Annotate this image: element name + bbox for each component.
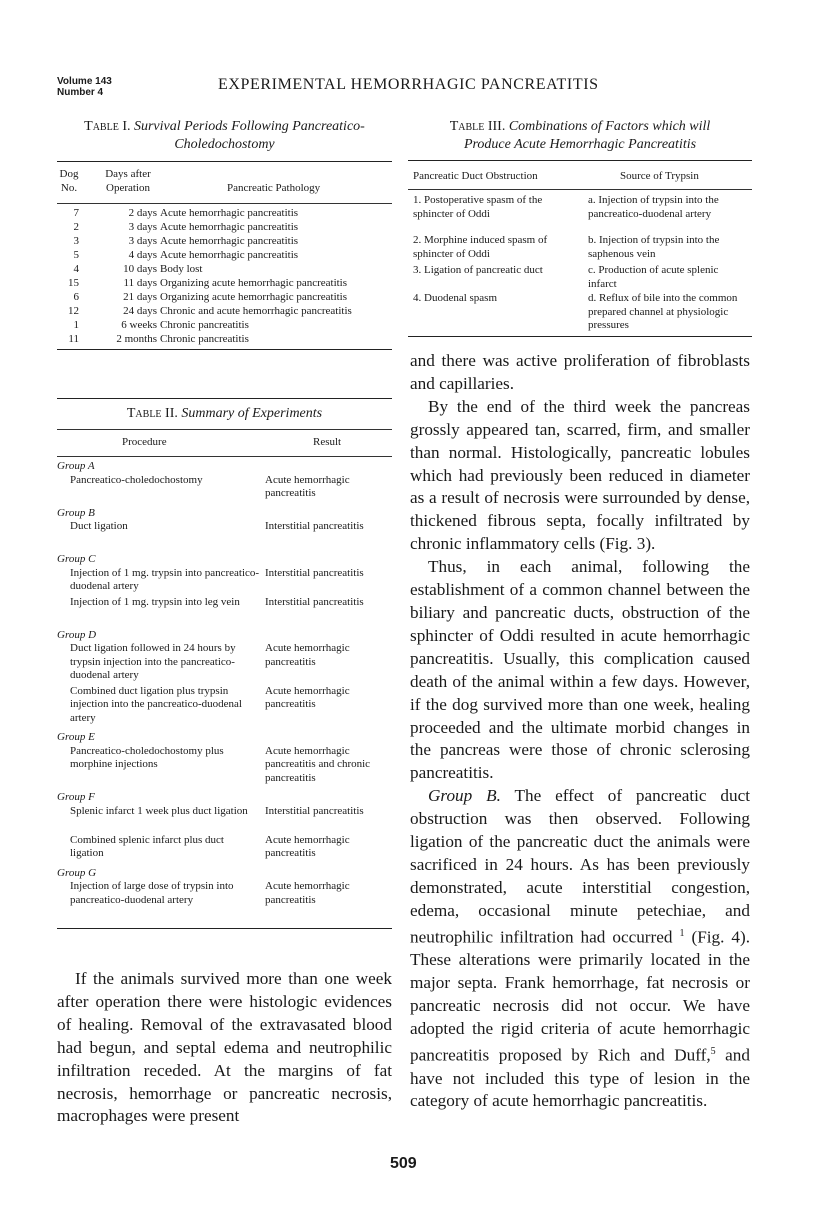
trypsin-source-item: b. Injection of trypsin into the saphenous vein bbox=[588, 234, 720, 260]
pancreatic-pathology: Body lost bbox=[160, 263, 203, 275]
paragraph-group-b: Group B. The effect of pancreatic duct obstruction was then observed. Following ligation of the pancreatic duct the animals were sacrificed in 24 hours. As has been previously demonstrated, acute interstitial congestion, edema, occasional minute petechiae, and neutrophilic infiltration had occurred $^1$ (Fig. 4). These alterations were primarily located in the major septa. Frank hemorrhage, fat necrosis or pancreatic necrosis did not occur. We have adopted the rigid criteria of acute hemorrhagic pancreatitis proposed by Rich and Duff,$^5$ and have not included this type of lesion in the category of acute hemorrhagic pancreatitis. bbox=[410, 786, 751, 1111]
group-label: Group D bbox=[57, 628, 97, 641]
duct-obstruction-item: 2. Morphine induced spasm of sphincter of Oddi bbox=[413, 234, 548, 260]
result: Acute hemorrhagic pancreatitis bbox=[265, 880, 350, 906]
dog-number: 3 bbox=[73, 235, 79, 247]
result: Acute hemorrhagic pancreatitis bbox=[265, 833, 350, 859]
duct-obstruction-item: 4. Duodenal spasm bbox=[413, 292, 498, 304]
volume-number bbox=[57, 76, 112, 98]
procedure: Duct ligation followed in 24 hours by trypsin injection into the pancreatico-duodenal artery bbox=[70, 642, 236, 681]
table3-body bbox=[408, 194, 752, 332]
table-row bbox=[57, 249, 397, 263]
procedure: Splenic infarct 1 week plus duct ligation bbox=[70, 804, 248, 817]
table1-top-rule bbox=[57, 161, 392, 162]
table3-label: Table III. bbox=[449, 119, 506, 134]
table2-caption bbox=[57, 405, 392, 423]
page-number: 509 bbox=[390, 1155, 417, 1172]
volume-label: Volume 143 bbox=[57, 76, 112, 87]
pancreatic-pathology: Acute hemorrhagic pancreatitis bbox=[160, 235, 299, 247]
table-row bbox=[57, 221, 397, 235]
dog-number: 1 bbox=[73, 319, 79, 331]
running-title: EXPERIMENTAL HEMORRHAGIC PANCREATITIS bbox=[218, 76, 599, 93]
result: Interstitial pancreatitis bbox=[265, 520, 364, 532]
table3-bottom-rule bbox=[408, 336, 752, 337]
result: Interstitial pancreatitis bbox=[265, 804, 364, 817]
pancreatic-pathology: Acute hemorrhagic pancreatitis bbox=[160, 207, 299, 219]
dog-number: 2 bbox=[73, 221, 79, 233]
procedure: Duct ligation bbox=[70, 520, 128, 532]
group-label: Group C bbox=[57, 553, 96, 565]
table1-col-pathology: Pancreatic Pathology bbox=[227, 182, 321, 194]
table1-bottom-rule bbox=[57, 349, 392, 350]
table3-col-left: Pancreatic Duct Obstruction bbox=[413, 170, 538, 182]
paragraph-third-week: By the end of the third week the pancreas grossly appeared tan, scarred, firm, and smaller than normal. Histologically, pancreatic lobules which had previously been reduced in diameter as a result of necrosis were surrounded by dense, thickened fibrous septa, focally infiltrated by chronic inflammatory cells (Fig. 3). bbox=[410, 396, 750, 554]
table1-header bbox=[57, 168, 392, 200]
result: Interstitial pancreatitis bbox=[265, 595, 364, 608]
table-row bbox=[57, 333, 397, 347]
table2-title: Summary of Experiments bbox=[181, 406, 323, 421]
group-label: Group F bbox=[57, 791, 95, 803]
table3-header-rule bbox=[408, 189, 752, 190]
left-body-text bbox=[57, 968, 392, 1128]
reference-5: 5 bbox=[710, 1045, 716, 1057]
table1-header-rule bbox=[57, 203, 392, 204]
trypsin-source-item: d. Reflux of bile into the common prepared channel at physiologic pressures bbox=[588, 292, 738, 331]
table1-col-dog: Dog No. bbox=[59, 168, 79, 194]
paragraph-summary: Thus, in each animal, following the establishment of a common channel between the biliary and pancreatic ducts, obstruction of the sphincter of Oddi resulted in acute hemorrhagic pancreatitis. Usually, this complication caused death of the animal within a few days. However, if the dog survived more than one week, healing proceeded and the ultimate morbid changes in the pancreas were those of chronic sclerosing pancreatitis. bbox=[410, 557, 750, 783]
table2-caption-rule bbox=[57, 429, 392, 430]
table3-title-line2: Produce Acute Hemorrhagic Pancreatitis bbox=[463, 137, 697, 152]
table3-top-rule bbox=[408, 160, 752, 161]
days-after-operation: 21 days bbox=[123, 291, 157, 303]
pancreatic-pathology: Organizing acute hemorrhagic pancreatitis bbox=[160, 291, 348, 303]
table1-title-line2: Choledochostomy bbox=[174, 137, 275, 152]
table2-col-result: Result bbox=[313, 436, 342, 448]
table1-body bbox=[57, 207, 392, 347]
procedure: Injection of 1 mg. trypsin into pancreatico-duodenal artery bbox=[70, 566, 260, 592]
days-after-operation: 3 days bbox=[128, 235, 157, 247]
table1-col-days: Days after Operation bbox=[105, 168, 151, 194]
group-b-label: Group B. bbox=[428, 786, 501, 806]
pancreatic-pathology: Chronic pancreatitis bbox=[160, 333, 249, 345]
result: Acute hemorrhagic pancreatitis bbox=[265, 473, 350, 499]
table1-label: Table I. bbox=[84, 119, 131, 134]
table3-col-right: Source of Trypsin bbox=[620, 170, 699, 182]
duct-obstruction-item: 1. Postoperative spasm of the sphincter of Oddi bbox=[413, 194, 543, 220]
days-after-operation: 10 days bbox=[123, 263, 157, 275]
table2-body bbox=[57, 460, 392, 920]
days-after-operation: 2 months bbox=[116, 333, 157, 345]
table2-label: Table II. bbox=[126, 406, 178, 421]
procedure: Pancreatico-choledochostomy bbox=[70, 473, 203, 486]
table-row bbox=[57, 291, 397, 305]
days-after-operation: 6 weeks bbox=[121, 319, 157, 331]
table-row bbox=[57, 235, 397, 249]
table2-col-procedure: Procedure bbox=[122, 436, 167, 448]
table-row bbox=[57, 319, 397, 333]
days-after-operation: 4 days bbox=[128, 249, 157, 261]
procedure: Injection of large dose of trypsin into pancreatico-duodenal artery bbox=[70, 880, 234, 906]
paragraph-healing: If the animals survived more than one week after operation there were histologic evidences of healing. Removal of the extravasated blood had begun, and septal edema and neutrophilic infiltration receded. At the margins of fat necrosis, hemorrhage or pancreatic necrosis, macrophages were present bbox=[57, 969, 392, 1126]
dog-number: 11 bbox=[68, 333, 79, 345]
procedure: Injection of 1 mg. trypsin into leg vein bbox=[70, 595, 240, 608]
group-label: Group B bbox=[57, 506, 95, 519]
days-after-operation: 11 days bbox=[123, 277, 157, 289]
result: Acute hemorrhagic pancreatitis bbox=[265, 642, 350, 668]
reference-1: 1 bbox=[679, 927, 685, 939]
table-row bbox=[57, 263, 397, 277]
group-label: Group A bbox=[57, 460, 95, 472]
pancreatic-pathology: Chronic and acute hemorrhagic pancreatitis bbox=[160, 305, 352, 317]
days-after-operation: 3 days bbox=[128, 221, 157, 233]
dog-number: 4 bbox=[73, 263, 79, 275]
table3-title-line1: Combinations of Factors which will bbox=[508, 119, 711, 134]
dog-number: 12 bbox=[68, 305, 79, 317]
days-after-operation: 24 days bbox=[123, 305, 157, 317]
procedure: Combined duct ligation plus trypsin injection into the pancreatico-duodenal artery bbox=[70, 684, 242, 724]
pancreatic-pathology: Acute hemorrhagic pancreatitis bbox=[160, 221, 299, 233]
group-label: Group G bbox=[57, 866, 97, 879]
result: Acute hemorrhagic pancreatitis and chronic pancreatitis bbox=[265, 744, 371, 784]
procedure: Combined splenic infarct plus duct ligation bbox=[70, 833, 224, 859]
dog-number: 7 bbox=[73, 207, 79, 219]
result: Acute hemorrhagic pancreatitis bbox=[265, 684, 350, 710]
days-after-operation: 2 days bbox=[128, 207, 157, 219]
result: Interstitial pancreatitis bbox=[265, 566, 364, 579]
trypsin-source-item: a. Injection of trypsin into the pancreatico-duodenal artery bbox=[588, 194, 719, 220]
table2-header-rule bbox=[57, 456, 392, 457]
pancreatic-pathology: Chronic pancreatitis bbox=[160, 319, 249, 331]
table-row bbox=[57, 305, 397, 319]
table3-caption bbox=[408, 118, 752, 154]
table1-title-line1: Survival Periods Following Pancreatico- bbox=[133, 119, 365, 134]
trypsin-source-item: c. Production of acute splenic infarct bbox=[588, 264, 719, 290]
pancreatic-pathology: Acute hemorrhagic pancreatitis bbox=[160, 249, 299, 261]
dog-number: 5 bbox=[73, 249, 79, 261]
dog-number: 15 bbox=[68, 277, 79, 289]
table2-top-rule bbox=[57, 398, 392, 399]
pancreatic-pathology: Organizing acute hemorrhagic pancreatitis bbox=[160, 277, 348, 289]
dog-number: 6 bbox=[73, 291, 79, 303]
right-body-text bbox=[410, 350, 750, 1113]
table-row bbox=[57, 207, 397, 221]
paragraph-continuation: and there was active proliferation of fibroblasts and capillaries. bbox=[410, 351, 750, 393]
procedure: Pancreatico-choledochostomy plus morphine injections bbox=[70, 744, 224, 770]
table1-caption bbox=[57, 118, 392, 154]
table-row bbox=[57, 277, 397, 291]
number-label: Number 4 bbox=[57, 87, 104, 98]
group-label: Group E bbox=[57, 731, 95, 743]
table2-bottom-rule bbox=[57, 928, 392, 929]
duct-obstruction-item: 3. Ligation of pancreatic duct bbox=[413, 264, 543, 276]
